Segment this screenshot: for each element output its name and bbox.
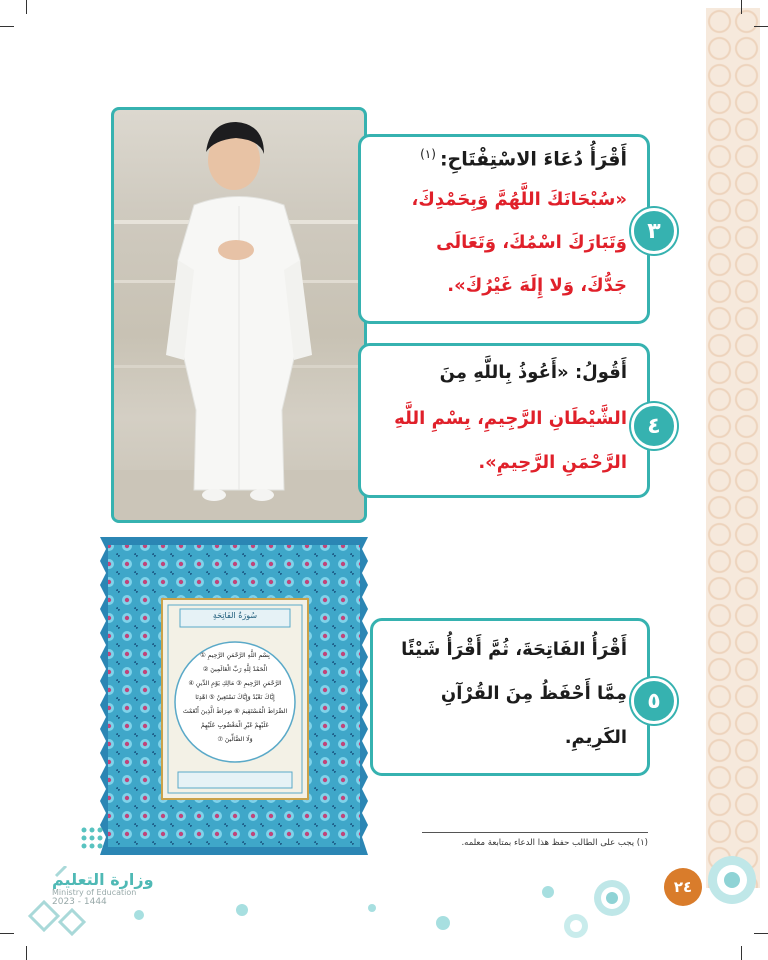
crop-mark [741,946,742,960]
verse-line: الْحَمْدُ لِلَّهِ رَبِّ الْعَالَمِينَ ② [202,666,268,673]
step-4-line-1: الشَّيْطَانِ الرَّجِيمِ، بِسْمِ اللَّهِ [394,408,627,429]
decorative-dot [436,916,450,930]
crop-mark [0,26,14,27]
step-4-number-badge: ٤ [631,403,677,449]
decorative-side-strip [706,8,760,888]
crop-mark [741,0,742,14]
step-3-card [358,134,650,324]
decorative-dot [542,886,554,898]
footnote-text: (١) يجب على الطالب حفظ هذا الدعاء بمتابعة معلمه. [461,838,648,848]
step-5-card [370,618,650,776]
page-number-badge: ٢٤ [664,868,702,906]
verse-line: بِسْمِ اللَّهِ الرَّحْمَنِ الرَّحِيمِ ① [200,652,270,659]
decorative-dot [236,904,248,916]
step-4-line-2: الرَّحْمَنِ الرَّحِيمِ». [478,452,627,473]
quran-fatiha-page [100,537,368,855]
step-3-line-1: «سُبْحَانَكَ اللَّهُمَّ وَبِحَمْدِكَ، [411,189,627,210]
ministry-name-english: Ministry of Education [52,888,137,897]
verse-line: الرَّحْمَنِ الرَّحِيمِ ③ مَالِكِ يَوْمِ الدِّينِ ④ [188,680,282,687]
verse-line: عَلَيْهِمْ غَيْرِ الْمَغْضُوبِ عَلَيْهِمْ [200,722,270,729]
verse-line: وَلَا الضَّالِّينَ ⑦ [217,736,253,743]
boy-praying-photo [111,107,367,523]
step-4-heading: أَقُولُ: «أَعُوذُ بِاللَّهِ مِنَ [439,362,627,383]
dot-grid-icon [80,826,104,850]
crop-mark [754,26,768,27]
ministry-name-arabic: وزارة التعليم [52,870,154,889]
footnote-reference: (١) [420,147,436,161]
step-3-number-badge: ٣ [631,208,677,254]
step-5-line-3: الكَرِيمِ. [564,727,627,748]
step-3-line-3: جَدُّكَ، وَلا إِلَهَ غَيْرُكَ». [447,275,627,296]
step-4-card [358,343,650,498]
ministry-logo [52,870,154,907]
crop-mark [754,933,768,934]
decorative-dot [368,904,376,912]
surah-title: سُورَةُ الفَاتِحَةِ [212,611,258,620]
rosette-decoration [562,912,590,940]
step-5-line-1: أَقْرَأُ الفَاتِحَةَ، ثُمَّ أَقْرَأُ شَيْئًا [401,639,627,660]
decorative-dot [134,910,144,920]
step-5-number-badge: ٥ [631,678,677,724]
footnote-divider [422,832,648,833]
step-5-line-2: مِمَّا أَحْفَظُ مِنَ القُرْآنِ [440,683,627,704]
quran-verses [176,649,294,747]
step-3-line-2: وَتَبَارَكَ اسْمُكَ، وَتَعَالَى [436,232,627,253]
verse-line: إِيَّاكَ نَعْبُدُ وَإِيَّاكَ نَسْتَعِينُ ⑤ اهْدِنَا [195,694,275,701]
crop-mark [26,0,27,14]
verse-line: الصِّرَاطَ الْمُسْتَقِيمَ ⑥ صِرَاطَ الَّذِينَ أَنْعَمْتَ [182,708,288,715]
rosette-decoration [592,878,632,918]
crop-mark [26,946,27,960]
ministry-year: 2023 - 1444 [52,897,107,907]
step-3-heading: أَقْرَأُ دُعَاءَ الاسْتِفْتَاحِ:$^{(١)}$ [420,147,627,171]
rosette-decoration [706,854,758,906]
crop-mark [0,933,14,934]
